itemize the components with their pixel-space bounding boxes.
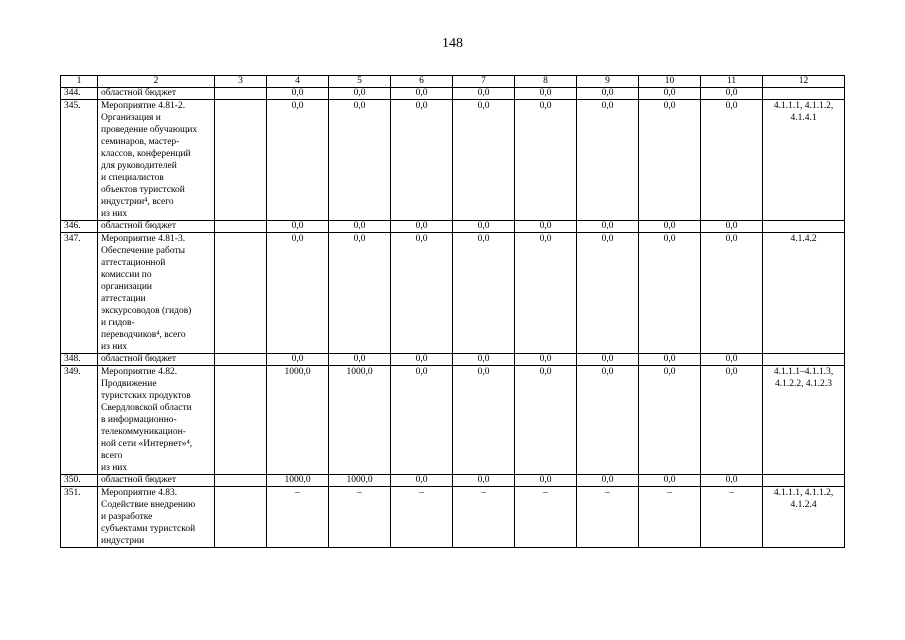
row-number-cell: 347. bbox=[61, 233, 98, 354]
value-cell: – bbox=[701, 487, 763, 548]
value-cell: 0,0 bbox=[391, 475, 453, 487]
value-cell: – bbox=[391, 487, 453, 548]
value-cell: 0,0 bbox=[391, 354, 453, 366]
column-header: 9 bbox=[577, 76, 639, 88]
value-cell: 0,0 bbox=[515, 366, 577, 475]
row-name-cell: областной бюджет bbox=[98, 475, 215, 487]
table-row bbox=[61, 354, 845, 366]
column-header: 5 bbox=[329, 76, 391, 88]
row-number-cell: 346. bbox=[61, 221, 98, 233]
value-cell: 0,0 bbox=[329, 88, 391, 100]
value-cell: 0,0 bbox=[639, 100, 701, 221]
row-number-cell: 351. bbox=[61, 487, 98, 548]
column-header: 1 bbox=[61, 76, 98, 88]
row-number-cell: 349. bbox=[61, 366, 98, 475]
task-codes-cell: 4.1.1.1–4.1.1.3, 4.1.2.2, 4.1.2.3 bbox=[763, 366, 845, 475]
column-header: 7 bbox=[453, 76, 515, 88]
column-header: 8 bbox=[515, 76, 577, 88]
value-cell bbox=[215, 366, 267, 475]
table-row bbox=[61, 487, 845, 548]
value-cell: 0,0 bbox=[701, 88, 763, 100]
table-row bbox=[61, 233, 845, 354]
value-cell: – bbox=[639, 487, 701, 548]
value-cell: 0,0 bbox=[391, 221, 453, 233]
task-codes-cell: 4.1.1.1, 4.1.1.2, 4.1.2.4 bbox=[763, 487, 845, 548]
row-name-cell: областной бюджет bbox=[98, 221, 215, 233]
value-cell: 0,0 bbox=[577, 233, 639, 354]
column-header: 6 bbox=[391, 76, 453, 88]
value-cell: 0,0 bbox=[639, 366, 701, 475]
value-cell: 0,0 bbox=[577, 366, 639, 475]
row-name-cell: Мероприятие 4.81-3. Обеспечение работы аттестационной комиссии по организации аттестации экскурсоводов (гидов) и гидов- переводчиков⁴, всего из них bbox=[98, 233, 215, 354]
value-cell: 0,0 bbox=[391, 366, 453, 475]
value-cell: 0,0 bbox=[329, 354, 391, 366]
value-cell bbox=[215, 487, 267, 548]
column-header: 2 bbox=[98, 76, 215, 88]
value-cell: 0,0 bbox=[453, 233, 515, 354]
value-cell: 0,0 bbox=[639, 354, 701, 366]
table-row bbox=[61, 221, 845, 233]
value-cell bbox=[215, 233, 267, 354]
value-cell: 0,0 bbox=[267, 100, 329, 221]
value-cell: 0,0 bbox=[391, 88, 453, 100]
task-codes-cell bbox=[763, 354, 845, 366]
value-cell: 1000,0 bbox=[329, 366, 391, 475]
value-cell: 0,0 bbox=[453, 366, 515, 475]
value-cell: 0,0 bbox=[701, 100, 763, 221]
row-name-cell: Мероприятие 4.82. Продвижение туристских продуктов Свердловской области в информационно- телекоммуникацион- ной сети «Интернет»⁴, всего из них bbox=[98, 366, 215, 475]
task-codes-cell bbox=[763, 88, 845, 100]
value-cell: 0,0 bbox=[577, 100, 639, 221]
value-cell bbox=[215, 354, 267, 366]
value-cell bbox=[215, 475, 267, 487]
value-cell bbox=[215, 100, 267, 221]
value-cell: 0,0 bbox=[701, 475, 763, 487]
value-cell: 0,0 bbox=[267, 354, 329, 366]
value-cell: 0,0 bbox=[515, 88, 577, 100]
value-cell: 0,0 bbox=[515, 100, 577, 221]
table-row bbox=[61, 475, 845, 487]
value-cell: – bbox=[577, 487, 639, 548]
value-cell: – bbox=[515, 487, 577, 548]
table-body bbox=[61, 76, 845, 548]
task-codes-cell: 4.1.1.1, 4.1.1.2, 4.1.4.1 bbox=[763, 100, 845, 221]
task-codes-cell bbox=[763, 221, 845, 233]
value-cell: 0,0 bbox=[515, 221, 577, 233]
value-cell: 0,0 bbox=[391, 100, 453, 221]
budget-table bbox=[60, 75, 845, 548]
value-cell: 0,0 bbox=[329, 221, 391, 233]
value-cell: 0,0 bbox=[515, 233, 577, 354]
value-cell: 0,0 bbox=[639, 88, 701, 100]
row-name-cell: Мероприятие 4.81-2. Организация и проведение обучающих семинаров, мастер- классов, конференций для руководителей и специалистов объектов туристской индустрии⁴, всего из них bbox=[98, 100, 215, 221]
value-cell: 0,0 bbox=[515, 354, 577, 366]
value-cell: 0,0 bbox=[577, 475, 639, 487]
value-cell: 0,0 bbox=[453, 475, 515, 487]
value-cell: 0,0 bbox=[391, 233, 453, 354]
value-cell: 0,0 bbox=[453, 354, 515, 366]
value-cell bbox=[215, 221, 267, 233]
value-cell: 0,0 bbox=[639, 475, 701, 487]
task-codes-cell bbox=[763, 475, 845, 487]
table-row bbox=[61, 88, 845, 100]
value-cell: 0,0 bbox=[701, 354, 763, 366]
value-cell: 0,0 bbox=[701, 221, 763, 233]
value-cell: 1000,0 bbox=[267, 475, 329, 487]
value-cell: 0,0 bbox=[329, 100, 391, 221]
value-cell: 0,0 bbox=[577, 354, 639, 366]
value-cell bbox=[215, 88, 267, 100]
row-name-cell: областной бюджет bbox=[98, 354, 215, 366]
row-number-cell: 344. bbox=[61, 88, 98, 100]
row-name-cell: областной бюджет bbox=[98, 88, 215, 100]
value-cell: 0,0 bbox=[453, 88, 515, 100]
value-cell: 0,0 bbox=[329, 233, 391, 354]
table-row bbox=[61, 366, 845, 475]
value-cell: 0,0 bbox=[267, 221, 329, 233]
column-header: 4 bbox=[267, 76, 329, 88]
column-header: 10 bbox=[639, 76, 701, 88]
row-number-cell: 345. bbox=[61, 100, 98, 221]
row-name-cell: Мероприятие 4.83. Содействие внедрению и разработке субъектами туристской индустрии bbox=[98, 487, 215, 548]
column-header: 12 bbox=[763, 76, 845, 88]
value-cell: 0,0 bbox=[577, 88, 639, 100]
value-cell: 0,0 bbox=[577, 221, 639, 233]
value-cell: 0,0 bbox=[639, 233, 701, 354]
task-codes-cell: 4.1.4.2 bbox=[763, 233, 845, 354]
value-cell: – bbox=[453, 487, 515, 548]
value-cell: 0,0 bbox=[701, 233, 763, 354]
value-cell: – bbox=[329, 487, 391, 548]
value-cell: 0,0 bbox=[453, 100, 515, 221]
row-number-cell: 348. bbox=[61, 354, 98, 366]
value-cell: 1000,0 bbox=[267, 366, 329, 475]
row-number-cell: 350. bbox=[61, 475, 98, 487]
value-cell: 1000,0 bbox=[329, 475, 391, 487]
value-cell: 0,0 bbox=[453, 221, 515, 233]
table-row bbox=[61, 100, 845, 221]
value-cell: 0,0 bbox=[515, 475, 577, 487]
column-header: 3 bbox=[215, 76, 267, 88]
column-header: 11 bbox=[701, 76, 763, 88]
value-cell: 0,0 bbox=[701, 366, 763, 475]
value-cell: 0,0 bbox=[639, 221, 701, 233]
header-row bbox=[61, 76, 845, 88]
value-cell: – bbox=[267, 487, 329, 548]
value-cell: 0,0 bbox=[267, 88, 329, 100]
value-cell: 0,0 bbox=[267, 233, 329, 354]
page-number: 148 bbox=[442, 36, 463, 51]
